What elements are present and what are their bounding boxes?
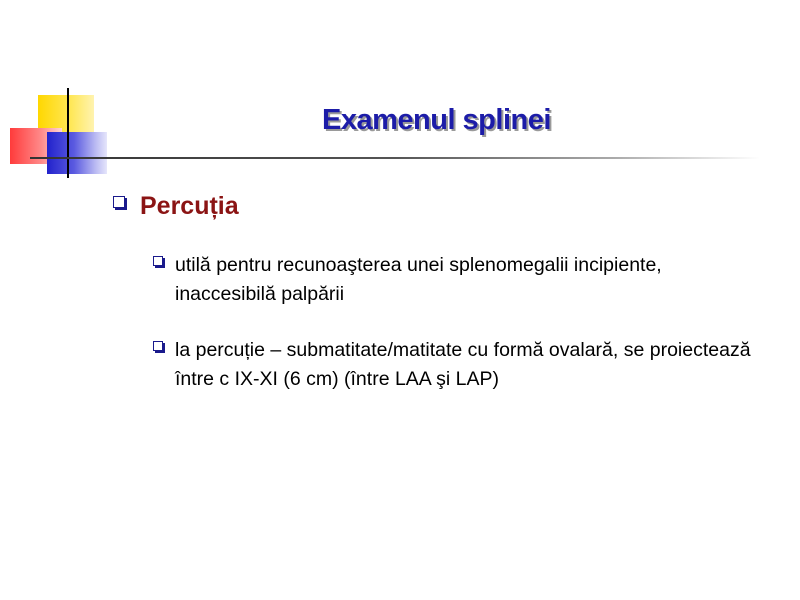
bullet-item: utilă pentru recunoaşterea unei splenomegalii incipiente, inaccesibilă palpării [175, 254, 662, 305]
decor-vertical-line [67, 88, 69, 178]
section-heading: Percuția [140, 192, 239, 220]
decor-blue-square [47, 132, 107, 174]
slide-title: Examenul splinei [322, 104, 551, 136]
bullet-square-icon [153, 256, 163, 266]
bullet-square-icon [113, 196, 125, 208]
title-underline [30, 157, 760, 159]
bullet-item: la percuție – submatitate/matitate cu formă ovalară, se proiectează între c IX-XI (6 cm) (între LAA şi LAP) [175, 339, 751, 390]
bullet-square-icon [153, 341, 163, 351]
